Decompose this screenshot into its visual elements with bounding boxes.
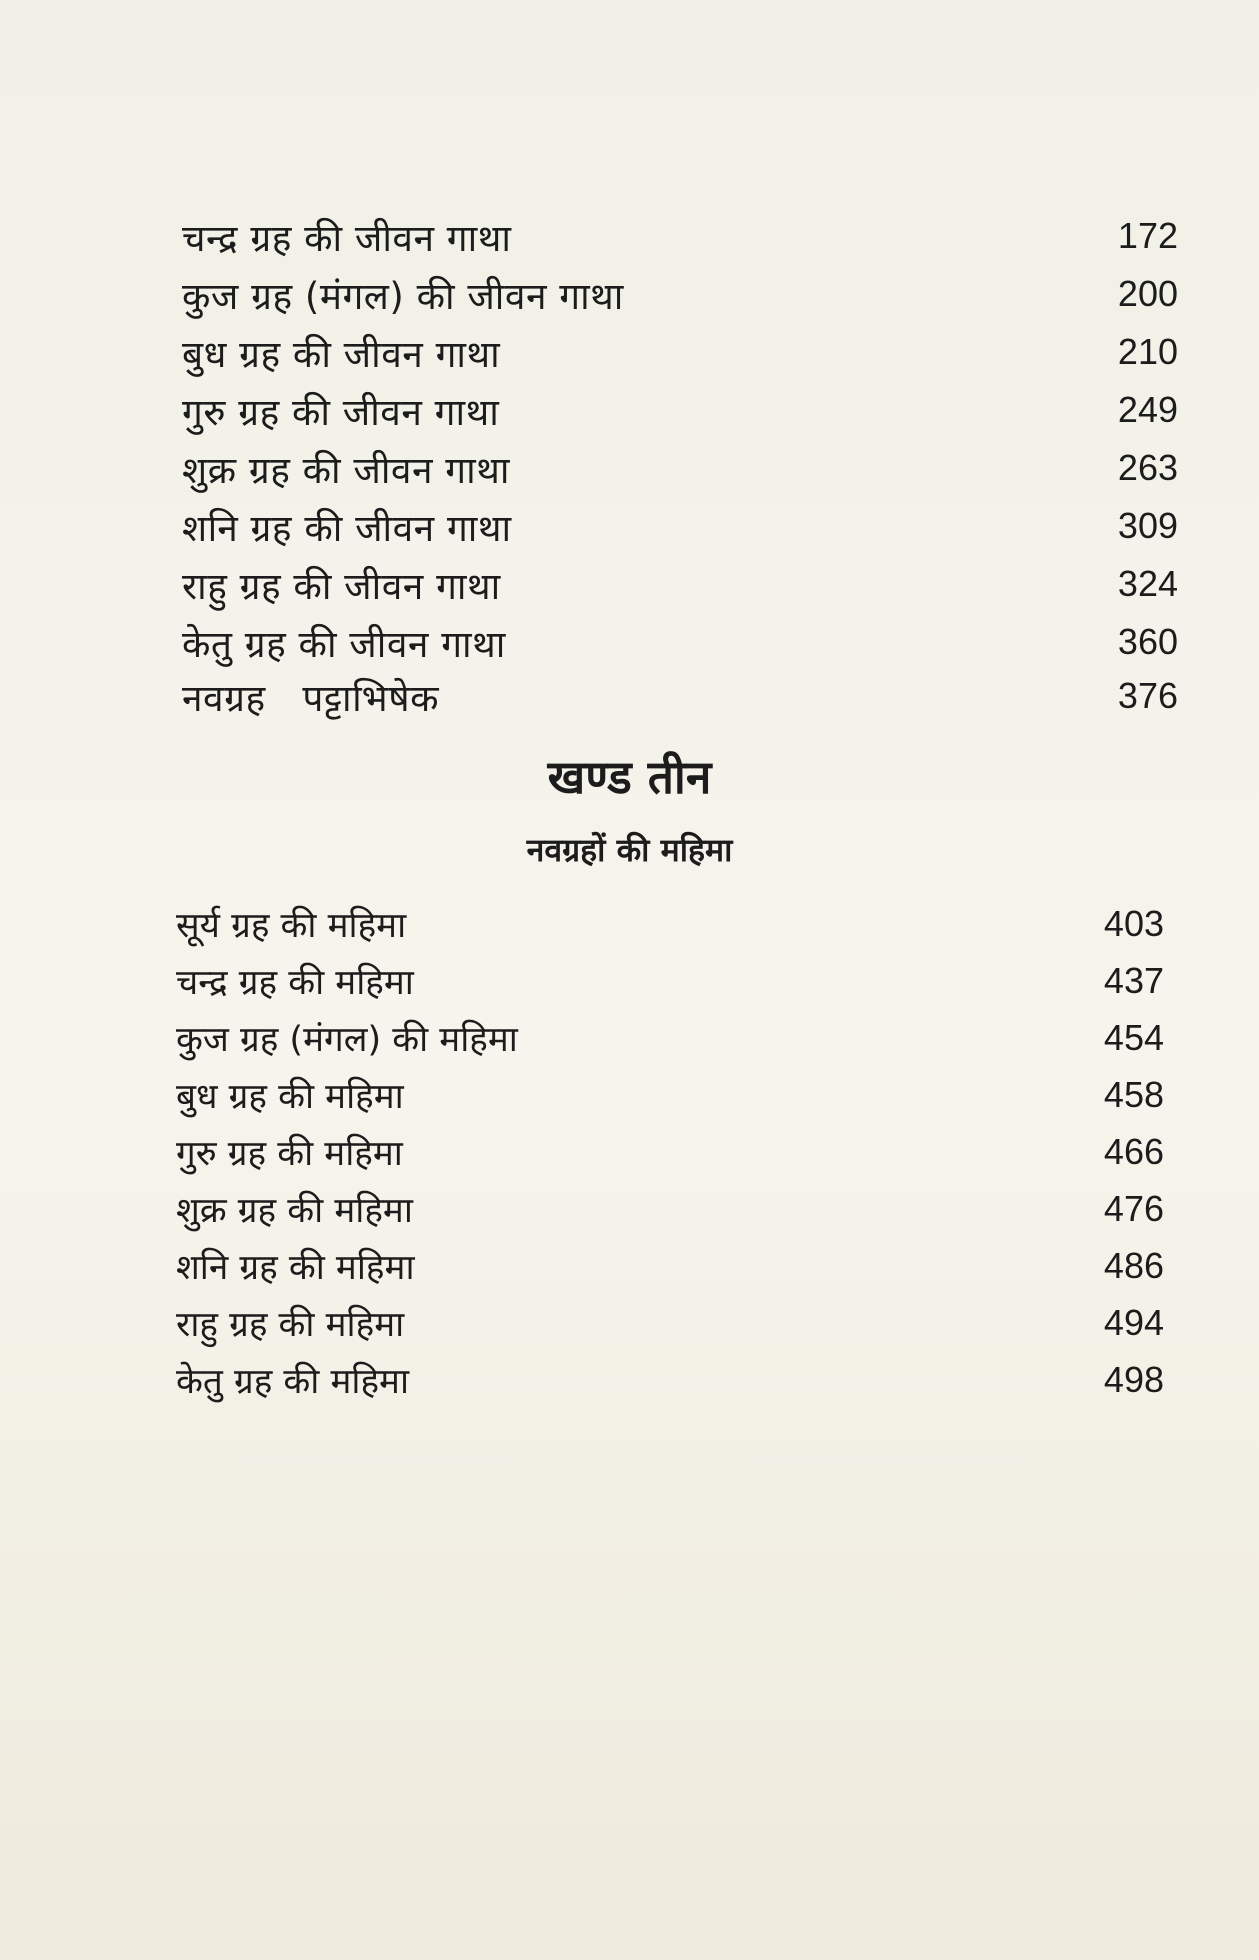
toc-entry — [176, 953, 1164, 1009]
toc-entry-title: शनि ग्रह की महिमा — [176, 1247, 415, 1288]
toc-entry-page: 498 — [1103, 1359, 1164, 1400]
toc-entry-page: 486 — [1103, 1245, 1164, 1286]
toc-entry-page: 263 — [1117, 447, 1178, 488]
toc-entry — [176, 1352, 1164, 1408]
toc-entry-page: 494 — [1103, 1302, 1164, 1343]
toc-entry-title: कुज ग्रह (मंगल) की जीवन गाथा — [182, 274, 624, 318]
toc-entry — [182, 208, 1178, 264]
toc-entry — [182, 614, 1178, 670]
section-heading: खण्ड तीन — [547, 750, 712, 804]
section-subheading: नवग्रहों की महिमा — [526, 831, 733, 869]
toc-entry-page: 454 — [1103, 1017, 1164, 1058]
toc-entry-title: राहु ग्रह की जीवन गाथा — [182, 564, 501, 608]
toc-entry-page: 466 — [1103, 1131, 1164, 1172]
toc-entry-title: चन्द्र ग्रह की महिमा — [176, 962, 414, 1003]
toc-entry — [182, 382, 1178, 438]
toc-entry — [182, 440, 1178, 496]
toc-entry — [182, 324, 1178, 380]
toc-entry-title: कुज ग्रह (मंगल) की महिमा — [176, 1019, 518, 1060]
toc-entry-page: 403 — [1103, 903, 1164, 944]
toc-entry-title: बुध ग्रह की जीवन गाथा — [182, 332, 501, 376]
toc-entry-title: शनि ग्रह की जीवन गाथा — [182, 506, 512, 550]
toc-entry — [176, 1124, 1164, 1180]
toc-entry — [182, 556, 1178, 612]
toc-entry — [176, 896, 1164, 952]
toc-entry — [182, 266, 1178, 322]
toc-entry-page: 324 — [1117, 563, 1178, 604]
toc-entry — [176, 1238, 1164, 1294]
toc-entry-title: नवग्रह पट्टाभिषेक — [182, 676, 439, 720]
toc-entry-title: गुरु ग्रह की महिमा — [176, 1133, 403, 1174]
toc-entry-title: केतु ग्रह की महिमा — [176, 1361, 410, 1402]
toc-entry — [176, 1067, 1164, 1123]
toc-entry — [176, 1181, 1164, 1237]
toc-entry-title: शुक्र ग्रह की महिमा — [176, 1190, 413, 1231]
toc-entry-title: केतु ग्रह की जीवन गाथा — [182, 622, 506, 666]
toc-entry — [182, 668, 1178, 724]
toc-entry-page: 360 — [1117, 621, 1178, 662]
toc-entry-page: 437 — [1103, 960, 1164, 1001]
toc-entry-title: बुध ग्रह की महिमा — [176, 1076, 404, 1117]
toc-entry-page: 476 — [1103, 1188, 1164, 1229]
toc-entry-title: राहु ग्रह की महिमा — [176, 1304, 405, 1345]
toc-entry-page: 210 — [1117, 331, 1178, 372]
toc-entry-page: 309 — [1117, 505, 1178, 546]
toc-entry — [182, 498, 1178, 554]
toc-entry-title: शुक्र ग्रह की जीवन गाथा — [182, 448, 510, 492]
toc-entry — [176, 1295, 1164, 1351]
toc-entry-title: गुरु ग्रह की जीवन गाथा — [182, 390, 500, 434]
toc-entry-title: चन्द्र ग्रह की जीवन गाथा — [182, 216, 512, 260]
toc-entry-page: 172 — [1117, 215, 1178, 256]
toc-entry-page: 376 — [1117, 675, 1178, 716]
toc-entry-page: 200 — [1117, 273, 1178, 314]
toc-entry-page: 249 — [1117, 389, 1178, 430]
toc-entry-title: सूर्य ग्रह की महिमा — [176, 905, 407, 946]
toc-entry-page: 458 — [1103, 1074, 1164, 1115]
toc-entry — [176, 1010, 1164, 1066]
